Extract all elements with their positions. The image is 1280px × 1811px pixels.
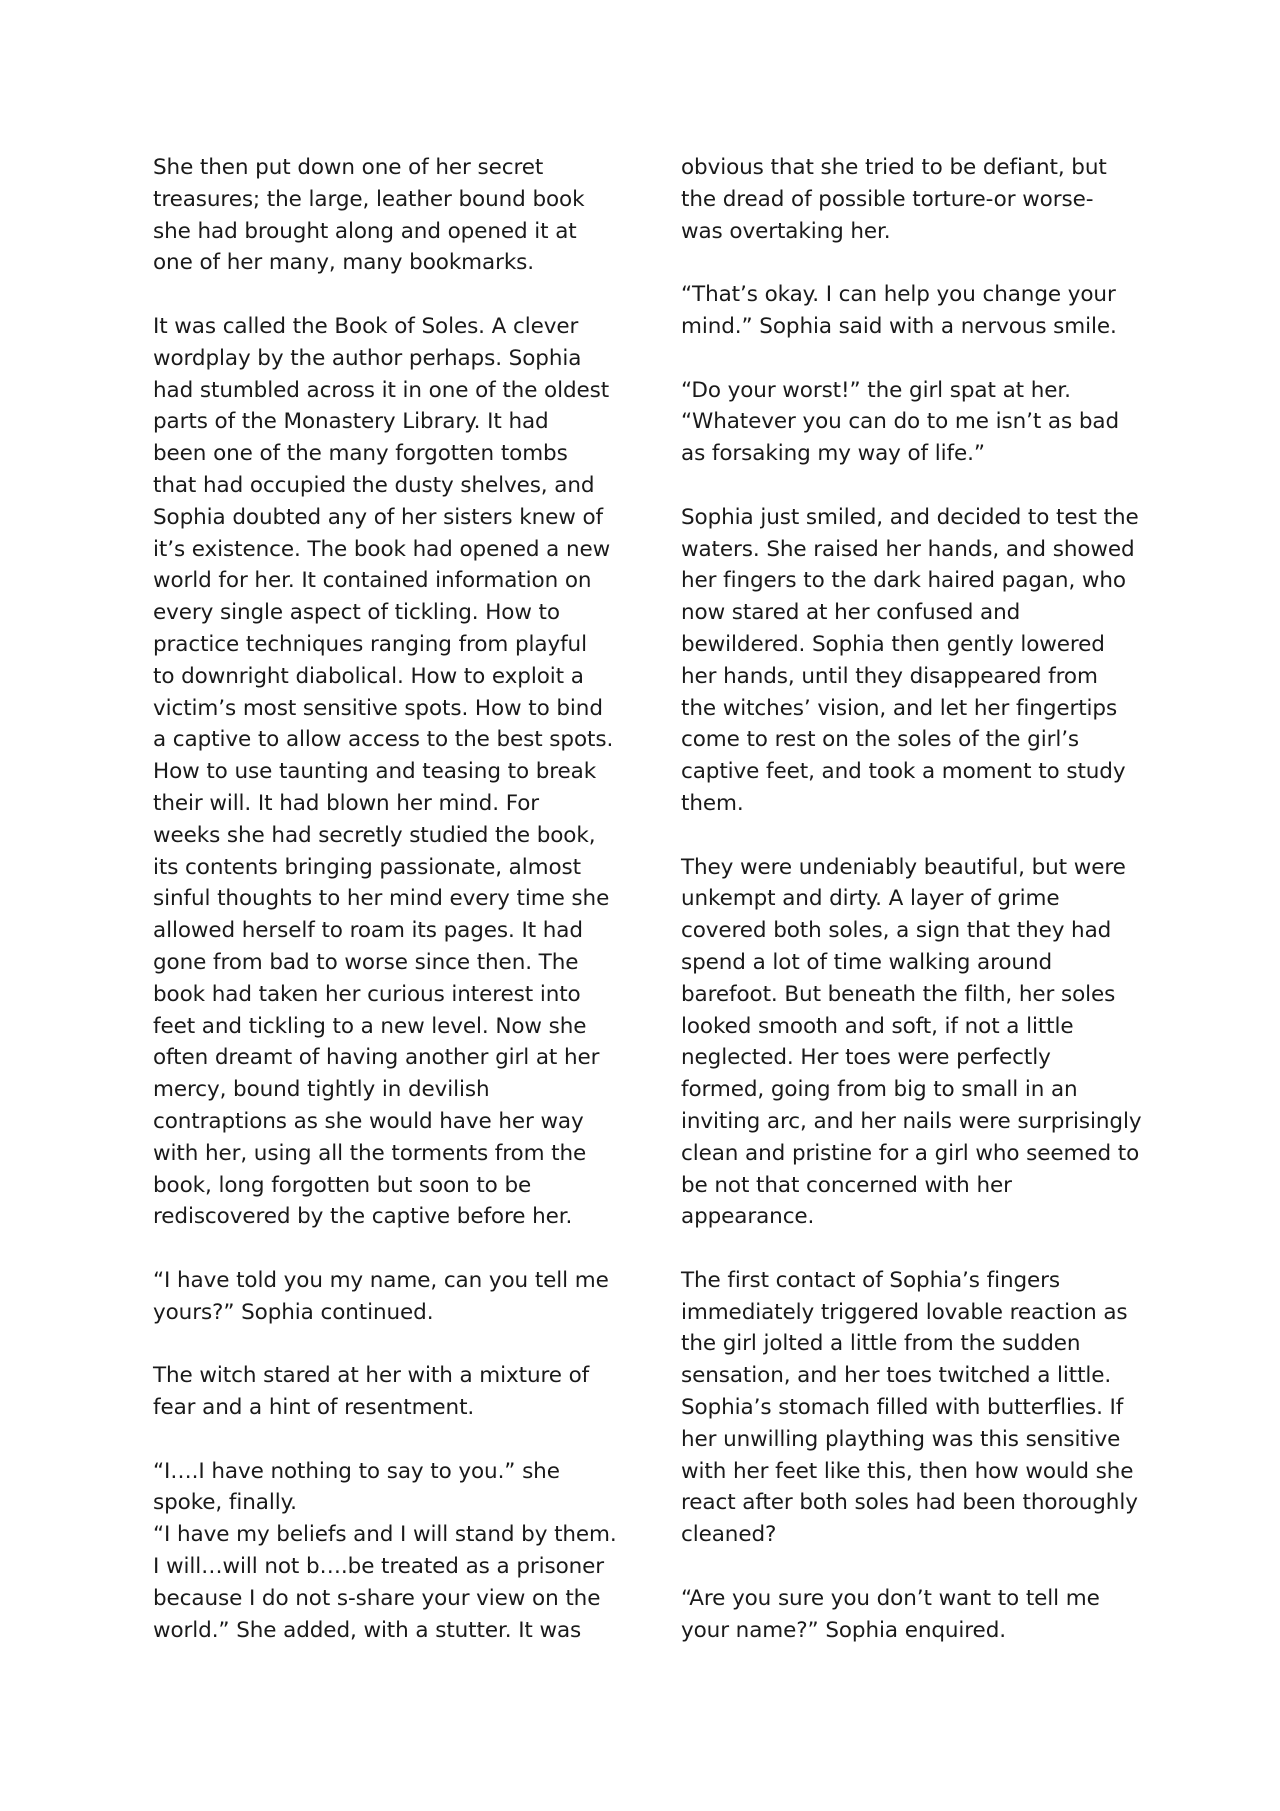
paragraph: They were undeniably beautiful, but were unkempt and dirty. A layer of grime covered both soles, a sign that they had spend a lot of time walking around barefoot. But beneath the filth, her soles looked smooth and soft, if not a little neglected. Her toes were perfectly formed, going from big to small in an inviting arc, and her nails were surprisingly clean and pristine for a girl who seemed to be not that concerned with her appearance. [681,854,1142,1230]
paragraph: obvious that she tried to be defiant, but the dread of possible torture-or worse- was overtaking her. [681,155,1107,244]
paragraph: The witch stared at her with a mixture of fear and a hint of resentment. [153,1363,590,1421]
paragraph: “Do your worst!” the girl spat at her. “Whatever you can do to me isn’t as bad as forsaking my way of life.” [681,377,1120,467]
paragraph: It was called the Book of Soles. A clever wordplay by the author perhaps. Sophia had stumbled across it in one of the oldest parts of the Monastery Library. It had been one of the many forgotten tombs that had occupied the dusty shelves, and Sophia doubted any of her sisters knew of it’s existence. The book had opened a new world for her. It contained information on every single aspect of tickling. How to practice techniques ranging from playful to downright diabolical. How to exploit a victim’s most sensitive spots. How to bind a captive to allow access to the best spots. How to use taunting and teasing to break their will. It had blown her mind. For weeks she had secretly studied the book, its contents bringing passionate, almost sinful thoughts to her mind every time she allowed herself to roam its pages. It had gone from bad to worse since then. The book had taken her curious interest into feet and tickling to a new level. Now she often dreamt of having another girl at her mercy, bound tightly in devilish contraptions as she would have her way with her, using all the torments from the book, long forgotten but soon to be rediscovered by the captive before her. [153,313,614,1230]
paragraph: “That’s okay. I can help you change your mind.” Sophia said with a nervous smile. [681,282,1117,339]
right-text-column [681,152,1151,1678]
left-text-column [153,152,623,1678]
paragraph: “I….I have nothing to say to you.” she spoke, finally. [153,1458,560,1516]
paragraph: The first contact of Sophia’s fingers immediately triggered lovable reaction as the girl jolted a little from the sudden sensation, and her toes twitched a little. Sophia’s stomach filled with butterflies. If her unwilling plaything was this sensitive with her feet like this, then how would she react after both soles had been thoroughly cleaned? [681,1267,1138,1548]
paragraph: She then put down one of her secret treasures; the large, leather bound book she had brought along and opened it at one of her many, many bookmarks. [153,155,585,276]
paragraph: “Are you sure you don’t want to tell me your name?” Sophia enquired. [681,1585,1100,1643]
paragraph: “I have my beliefs and I will stand by them. I will…will not b….be treated as a prisoner because I do not s-share your view on the world.” She added, with a stutter. It was [153,1522,617,1643]
paragraph: Sophia just smiled, and decided to test the waters. She raised her hands, and showed her fingers to the dark haired pagan, who now stared at her confused and bewildered. Sophia then gently lowered her hands, until they disappeared from the witches’ vision, and let her fingertips come to rest on the soles of the girl’s captive feet, and took a moment to study them. [681,504,1139,816]
paragraph: “I have told you my name, can you tell me yours?” Sophia continued. [153,1267,609,1325]
